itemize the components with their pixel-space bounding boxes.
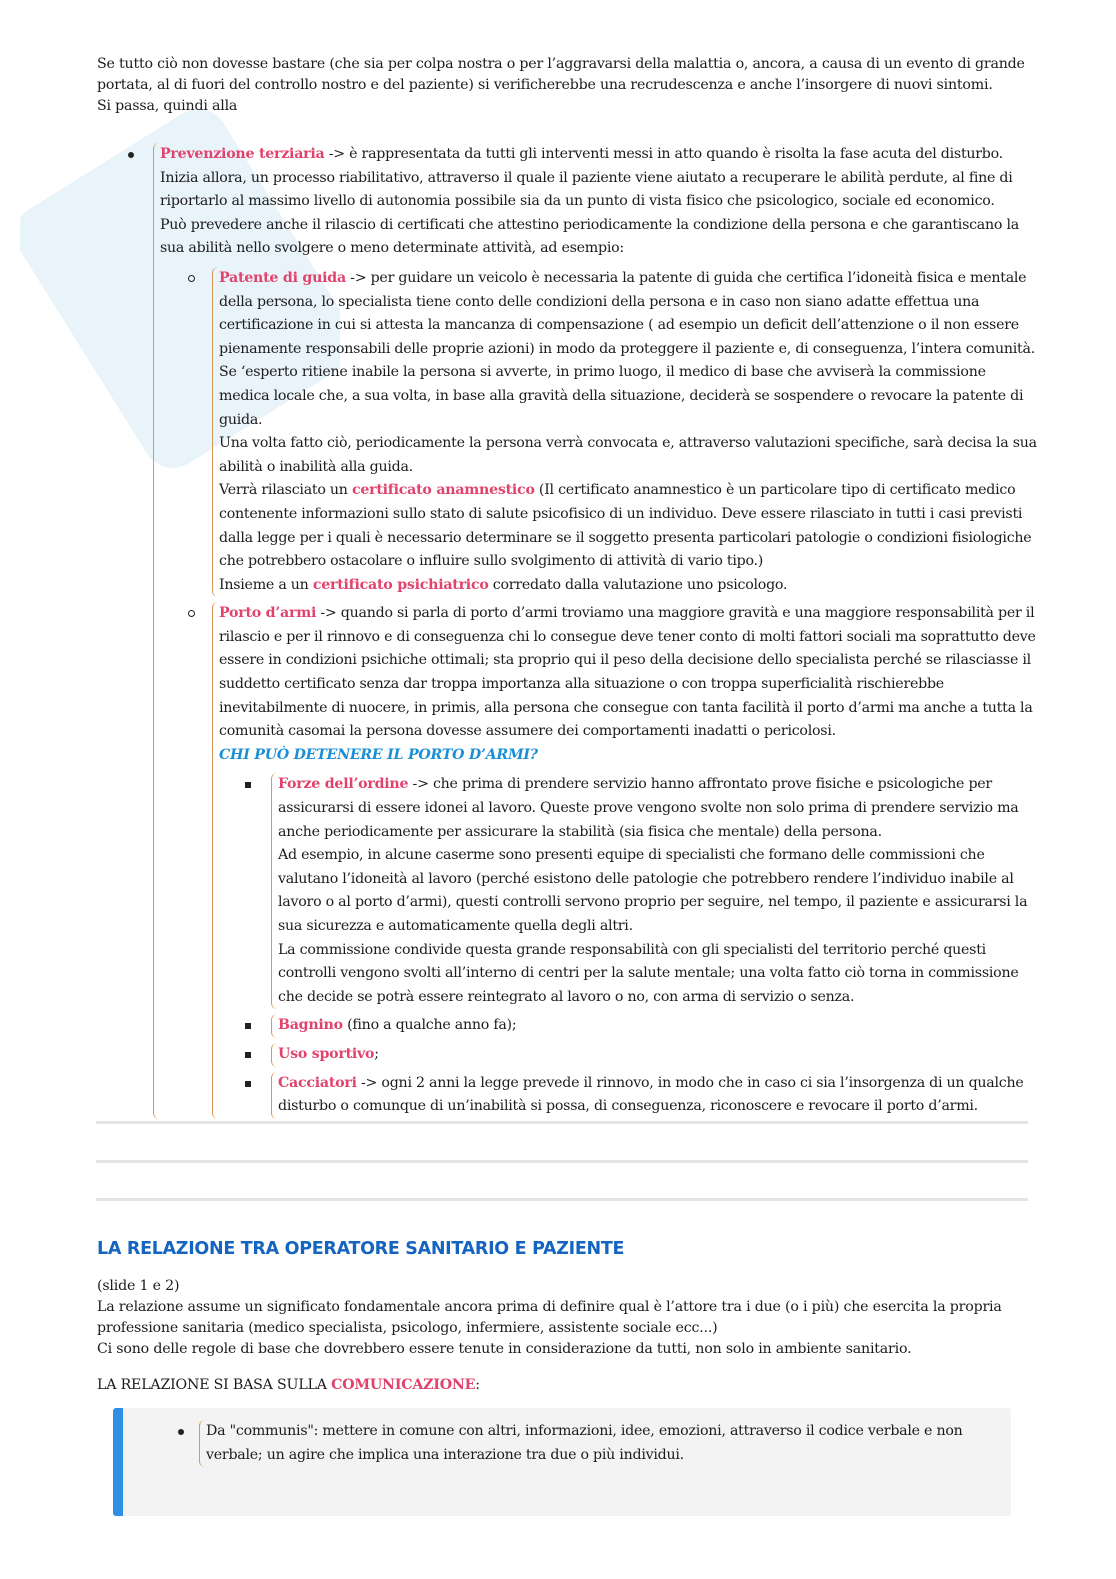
term-certificato-psichiatrico: certificato psichiatrico xyxy=(312,576,489,593)
bullet-icon xyxy=(178,1429,184,1435)
slide-reference: (slide 1 e 2) xyxy=(97,1278,180,1294)
square-bullet-icon xyxy=(245,1052,251,1058)
circle-bullet-icon xyxy=(188,610,195,617)
term-forze-ordine: Forze dell’ordine xyxy=(278,776,409,793)
term-cacciatori: Cacciatori xyxy=(278,1074,357,1091)
circle-bullet-icon xyxy=(188,275,195,282)
square-bullet-icon xyxy=(245,1023,251,1029)
communication-line: LA RELAZIONE SI BASA SULLA COMUNICAZIONE: xyxy=(97,1377,480,1393)
paragraph: Ci sono delle regole di base che dovrebbero essere tenute in considerazione da tutti, non solo in ambiente sanitario. xyxy=(97,1341,912,1357)
certificate-list xyxy=(160,267,1037,1119)
intro-paragraph: Se tutto ciò non dovesse bastare (che sia per colpa nostra o per l’aggravarsi della malattia o, ancora, a causa di un evento di grande portata, al di fuori del controllo nostro e del paziente) si verificherebbe una recrudescenza e anche l’insorgere di nuovi sintomi. Si passa, quindi alla xyxy=(97,56,1025,114)
list-item-uso-sportivo: Uso sportivo; xyxy=(271,1043,1037,1067)
list-item-patente: Patente di guida -> per guidare un veicolo è necessaria la patente di guida che certifica l’idoneità fisica e mentale della persona, lo specialista tiene conto delle condizioni della persona e in caso non siano adatte effettua una certificazione in cui si attesta la mancanza di compensazione ( ad esempio un deficit dell’attenzione o il non essere pienamente responsabili delle proprie azioni) in modo da proteggere il paziente e, di conseguenza, l’intera comunità. Se ‘esperto ritiene inabile la persona si avverte, in primo luogo, il medico di base che avviserà la commissione medica locale che, a sua volta, in base alla gravità della situazione, deciderà se sospendere o revocare la patente di guida. Una volta fatto ciò, periodicamente la persona verrà convocata e, attraverso valutazioni specifiche, sarà decisa la sua abilità o inabilità alla guida. Verrà rilasciato un certificato anamnestico (Il certificato anamnestico è un particolare tipo di certificato medico contenente informazioni sullo stato di salute psicofisico di un individuo. Deve essere rilasciato in tutti i casi previsti dalla legge per i quali è necessario determinare se il soggetto presenta particolari patologie o condizioni fisiologiche che potrebbero ostacolare o influire sullo svolgimento di attività di vario tipo.) Insieme a un certificato psichiatrico corredato dalla valutazione uno psicologo. xyxy=(212,267,1037,597)
divider xyxy=(96,1160,1028,1163)
list-item-cacciatori: Cacciatori -> ogni 2 anni la legge prevede il rinnovo, in modo che in caso ci sia l’insorgenza di un qualche disturbo o comunque di un’inabilità si possa, di conseguenza, riconoscere e revocare il porto d’armi. xyxy=(271,1072,1037,1119)
prevention-list xyxy=(97,143,1037,1119)
square-bullet-icon xyxy=(245,1081,251,1087)
term-certificato-anamnestico: certificato anamnestico xyxy=(351,482,535,499)
list-item-bagnino: Bagnino (fino a qualche anno fa); xyxy=(271,1014,1037,1038)
callout-box xyxy=(113,1408,1011,1516)
list-item-porto-darmi: Porto d’armi -> quando si parla di porto d’armi troviamo una maggiore gravità e una maggiore responsabilità per il rilascio e per il rinnovo e di conseguenza chi lo consegue deve tener conto di molti fattori sociali ma soprattutto deve essere in condizioni psichiche ottimali; sta proprio qui il peso della decisione dello specialista perché se rilasciasse il suddetto certificato senza dar troppa importanza alla situazione o con troppa superficialità rischierebbe inevitabilmente di nuocere, in primis, alla persona che consegue con tanta facilità il porto d’armi ma anche a tutta la comunità casomai la persona dovesse assumere dei comportamenti inadatti o pericolosi. CHI PUÒ DETENERE IL PORTO D’ARMI? Forze dell’ordine -> che prima di prendere servizio hanno affrontato prove fisiche e psicologiche per assicurarsi di essere idonei al lavoro. Queste prove vengono svolte non solo prima di prendere servizio ma anche periodicamente per assicurare la stabilità (sia fisica che mentale) della persona. Ad esempio, in alcune caserme sono presenti equipe di specialisti che formano delle commissioni che valutano l’idoneità al lavoro (perché esistono delle patologie che potrebbero rendere l’individuo inabile al lavoro o al porto d’armi), questi controlli servono proprio per seguire, nel tempo, il paziente e assicurarsi la sua sicurezza e automaticamente quella degli altri. La commissione condivide questa grande responsabilità con gli specialisti del territorio perché questi controlli vengono svolti all’interno di centri per la salute mentale; una volta fatto ciò torna in commissione che decide se potrà essere reintegrato al lavoro o no, con arma di servizio o senza. Bagnino (fino a qualche anno fa); Uso sportivo; Cacciatori -> ogni 2 anni la legge prevede il rinnovo, in modo che in caso ci sia l’insorgenza di un qualche disturbo o comunque di un’inabilità si possa, di conseguenza, riconoscere e revocare il porto d’armi. xyxy=(212,602,1037,1118)
document-body xyxy=(97,54,1037,1124)
callout-list-item: Da "communis": mettere in comune con altri, informazioni, idee, emozioni, attraverso il codice verbale e non verbale; un agire che implica una interazione tra due o più individui. xyxy=(199,1420,1016,1467)
section-intro xyxy=(97,1276,1037,1360)
term-porto-darmi: Porto d’armi xyxy=(219,605,317,622)
question-heading: CHI PUÒ DETENERE IL PORTO D’ARMI? xyxy=(219,746,538,763)
term-uso-sportivo: Uso sportivo xyxy=(278,1045,375,1062)
list-item-prevenzione-terziaria: Prevenzione terziaria -> è rappresentata da tutti gli interventi messi in atto quando è risolta la fase acuta del disturbo. Inizia allora, un processo riabilitativo, attraverso il quale il paziente viene aiutato a recuperare le abilità perdute, al fine di riportarlo al massimo livello di autonomia possibile sia da un punto di vista fisico che psicologico, sociale ed economico. Può prevedere anche il rilascio di certificati che attestino periodicamente la condizione della persona e che garantiscano la sua abilità nello svolgere o meno determinate attività, ad esempio: Patente di guida -> per guidare un veicolo è necessaria la patente di guida che certifica l’idoneità fisica e mentale della persona, lo specialista tiene conto delle condizioni della persona e in caso non siano adatte effettua una certificazione in cui si attesta la mancanza di compensazione ( ad esempio un deficit dell’attenzione o il non essere pienamente responsabili delle proprie azioni) in modo da proteggere il paziente e, di conseguenza, l’intera comunità. Se ‘esperto ritiene inabile la persona si avverte, in primo luogo, il medico di base che avviserà la commissione medica locale che, a sua volta, in base alla gravità della situazione, deciderà se sospendere o revocare la patente di guida. Una volta fatto ciò, periodicamente la persona verrà convocata e, attraverso valutazioni specifiche, sarà decisa la sua abilità o inabilità alla guida. Verrà rilasciato un certificato anamnestico (Il certificato anamnestico è un particolare tipo di certificato medico contenente informazioni sullo stato di salute psicofisico di un individuo. Deve essere rilasciato in tutti i casi previsti dalla legge per i quali è necessario determinare se il soggetto presenta particolari patologie o condizioni fisiologiche che potrebbero ostacolare o influire sullo svolgimento di attività di vario tipo.) Insieme a un certificato psichiatrico corredato dalla valutazione uno psicologo. Porto d’armi -> quando si parla di porto d’armi troviamo una maggiore gravità e una maggiore responsabilità per il rilascio e per il rinnovo e di conseguenza chi lo consegue deve tener conto di molti fattori sociali ma soprattutto deve essere in condizioni psichiche ottimali; sta proprio qui il peso della decisione dello specialista perché se rilasciasse il suddetto certificato senza dar troppa importanza alla situazione o con troppa superficialità rischierebbe inevitabilmente di nuocere, in primis, alla persona che consegue con tanta facilità il porto d’armi ma anche a tutta la comunità casomai la persona dovesse assumere dei comportamenti inadatti o pericolosi. CHI PUÒ DETENERE IL PORTO D’ARMI? Forze dell’ordine -> che prima di prendere servizio hanno affrontato prove fisiche e psicologiche per assicurarsi di essere idonei al lavoro. Queste prove vengono svolte non solo prima di prendere servizio ma anche periodicamente per assicurare la stabilità (sia fisica che mentale) della persona. Ad esempio, in alcune caserme sono presenti equipe di specialisti che formano delle commissioni che valutano l’idoneità al lavoro (perché esistono delle patologie che potrebbero rendere l’individuo inabile al lavoro o al porto d’armi), questi controlli servono proprio per seguire, nel tempo, il paziente e assicurarsi la sua sicurezza e automaticamente quella degli altri. La commissione condivide questa grande responsabilità con gli specialisti del territorio perché questi controlli vengono svolti all’interno di centri per la salute mentale; una volta fatto ciò torna in commissione che decide se potrà essere reintegrato al lavoro o no, con arma di servizio o senza. Bagnino (fino a qualche anno fa); Uso sportivo; Cacciatori -> ogni 2 anni la legge prevede il rinnovo, in modo che in caso ci sia l’insorgenza di un qualche disturbo o comunque di un’inabilità si possa, di conseguenza, riconoscere e revocare il porto d’armi. xyxy=(153,143,1037,1119)
holders-list xyxy=(219,773,1037,1118)
section-heading: LA RELAZIONE TRA OPERATORE SANITARIO E PAZIENTE xyxy=(97,1239,625,1259)
bullet-icon xyxy=(128,152,134,158)
square-bullet-icon xyxy=(245,782,251,788)
list-item-forze-ordine: Forze dell’ordine -> che prima di prendere servizio hanno affrontato prove fisiche e psicologiche per assicurarsi di essere idonei al lavoro. Queste prove vengono svolte non solo prima di prendere servizio ma anche periodicamente per assicurare la stabilità (sia fisica che mentale) della persona. Ad esempio, in alcune caserme sono presenti equipe di specialisti che formano delle commissioni che valutano l’idoneità al lavoro (perché esistono delle patologie che potrebbero rendere l’individuo inabile al lavoro o al porto d’armi), questi controlli servono proprio per seguire, nel tempo, il paziente e assicurarsi la sua sicurezza e automaticamente quella degli altri. La commissione condivide questa grande responsabilità con gli specialisti del territorio perché questi controlli vengono svolti all’interno di centri per la salute mentale; una volta fatto ciò torna in commissione che decide se potrà essere reintegrato al lavoro o no, con arma di servizio o senza. xyxy=(271,773,1037,1009)
term-patente-di-guida: Patente di guida xyxy=(219,269,346,286)
paragraph: La relazione assume un significato fondamentale ancora prima di definire qual è l’attore tra i due (o i più) che esercita la propria professione sanitaria (medico specialista, psicologo, infermiere, assistente sociale ecc...) xyxy=(97,1299,1002,1336)
divider xyxy=(96,1198,1028,1201)
divider xyxy=(96,1121,1028,1124)
term-prevenzione-terziaria: Prevenzione terziaria xyxy=(160,146,325,162)
term-bagnino: Bagnino xyxy=(278,1017,343,1034)
term-comunicazione: COMUNICAZIONE xyxy=(331,1377,476,1393)
